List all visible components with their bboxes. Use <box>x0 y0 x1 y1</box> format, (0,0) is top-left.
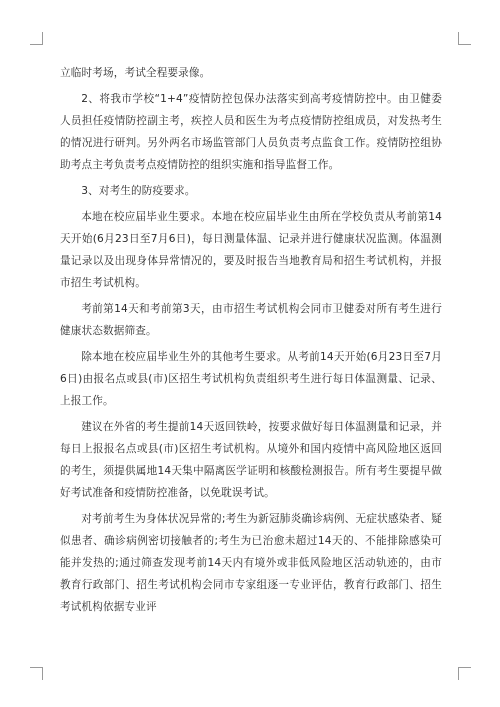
paragraph-health-screening: 考前第14天和考前第3天，由市招生考试机构会同市卫健委对所有考生进行健康状态数据筛查。 <box>60 303 442 337</box>
crop-mark-bottom-left <box>30 667 43 680</box>
document-body <box>60 62 442 622</box>
paragraph-other-candidates: 除本地在校应届毕业生外的其他考生要求。从考前14天开始(6月23日至7月6日)由报名点或县(市)区招生考试机构负责组织考生进行每日体温测量、记录、上报工作。 <box>60 351 442 407</box>
paragraph-item-2: 2、将我市学校“1+4”疫情防控包保办法落实到高考疫情防控中。由卫健委人员担任疫情防控副主考，疾控人员和医生为考点疫情防控组成员，对发热考生的情况进行研判。另外两名市场监管部门人员负责考点监食工作。疫情防控组协助考点主考负责考点疫情防控的组织实施和指导监督工作。 <box>60 93 442 171</box>
paragraph-item-3-heading: 3、对考生的防疫要求。 <box>81 185 196 197</box>
crop-mark-top-right <box>458 32 471 45</box>
crop-mark-bottom-right <box>458 667 471 680</box>
paragraph-local-graduates: 本地在校应届毕业生要求。本地在校应届毕业生由所在学校负责从考前第14天开始(6月23日至7月6日)，每日测量体温、记录并进行健康状况监测。体温测量记录以及出现身体异常情况的，要及时报告当地教育局和招生考试机构，并报市招生考试机构。 <box>60 211 442 289</box>
paragraph-continuation: 立临时考场，考试全程要录像。 <box>60 67 211 79</box>
paragraph-abnormal-conditions: 对考前考生为身体状况异常的;考生为新冠肺炎确诊病例、无症状感染者、疑似患者、确诊病例密切接触者的;考生为已治愈未超过14天的、不能排除感染可能并发热的;通过筛查发现考前14天内有境外或非低风险地区活动轨迹的，由市教育行政部门、招生考试机构会同市专家组逐一专业评估，教育行政部门、招生考试机构依据专业评 <box>60 513 442 613</box>
crop-mark-top-left <box>30 32 43 45</box>
paragraph-out-of-province: 建议在外省的考生提前14天返回铁岭，按要求做好每日体温测量和记录，并每日上报报名点或县(市)区招生考试机构。从境外和国内疫情中高风险地区返回的考生，须提供属地14天集中隔离医学证明和核酸检测报告。所有考生要提早做好考试准备和疫情防控准备，以免耽误考试。 <box>60 421 442 499</box>
